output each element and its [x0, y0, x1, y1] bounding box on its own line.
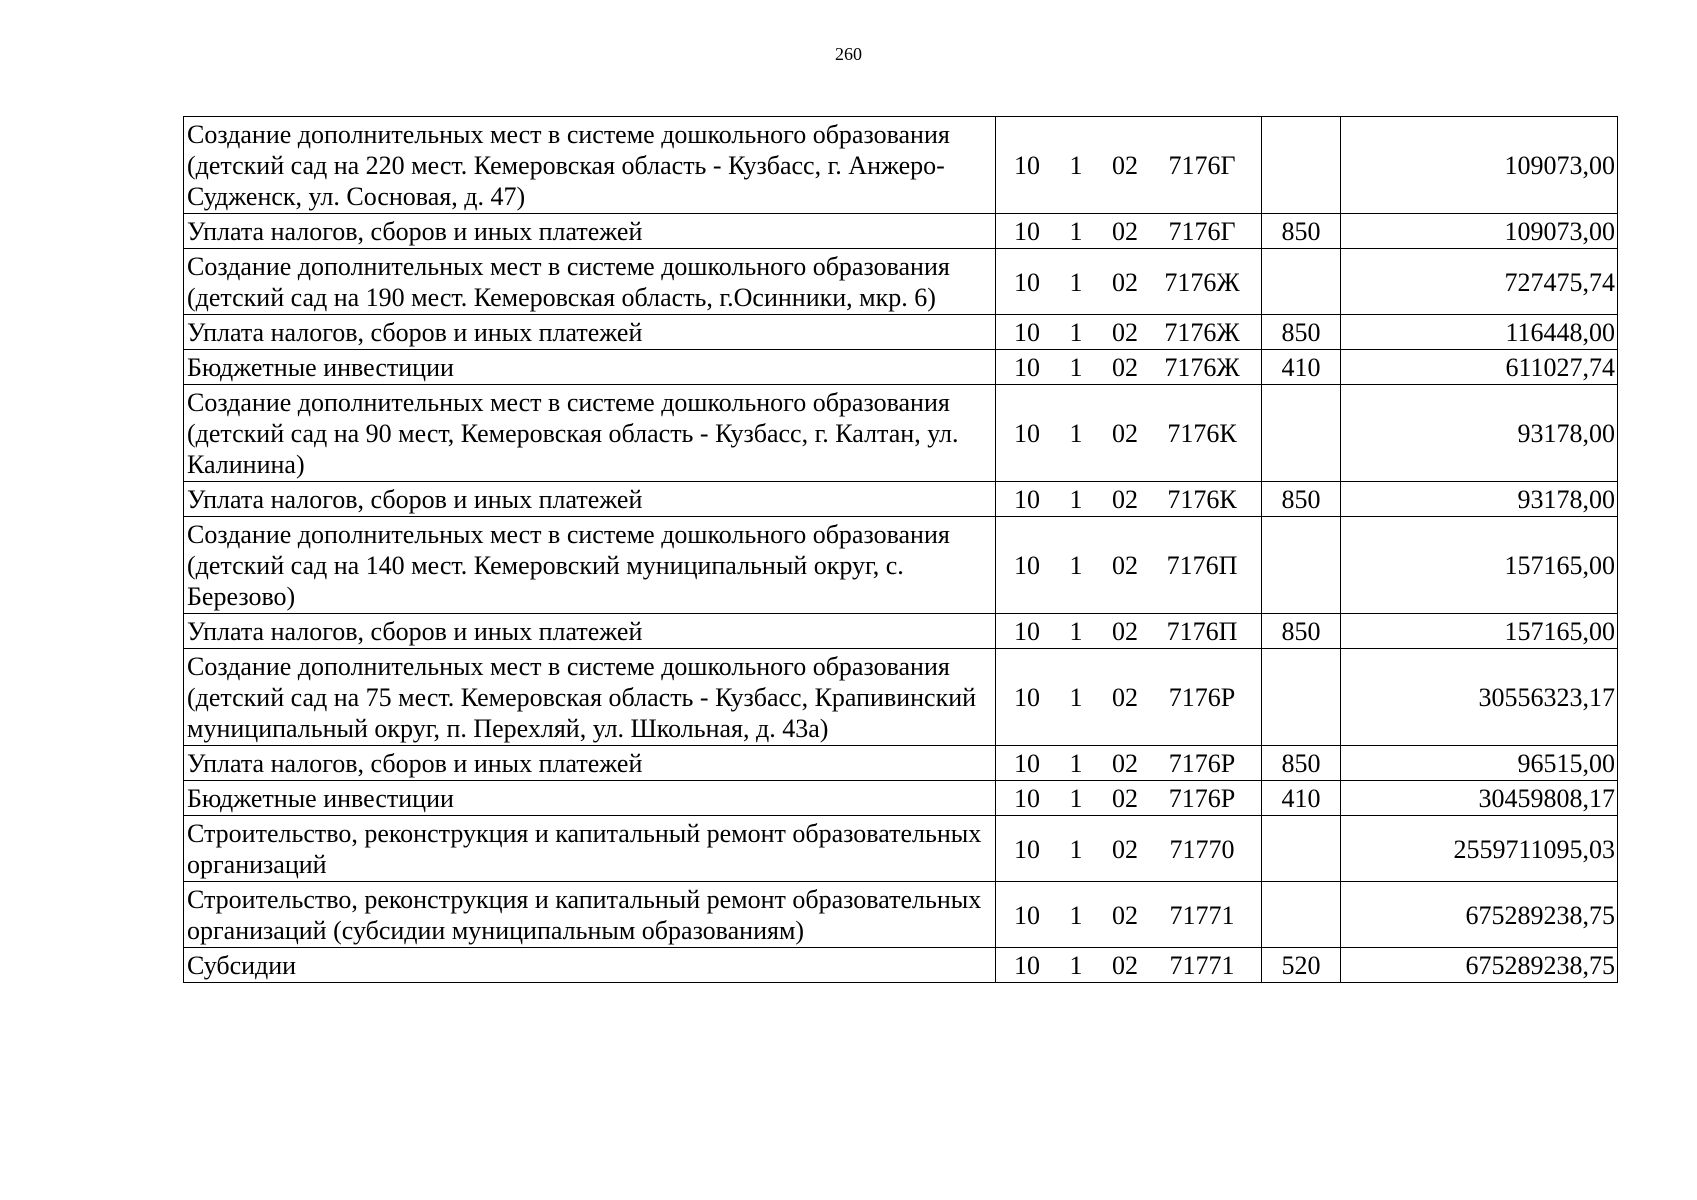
- section-code: 10: [1014, 353, 1040, 382]
- table-row: [184, 385, 1618, 482]
- row-code: [996, 816, 1262, 882]
- group-code: 02: [1112, 151, 1138, 180]
- subprogram-code: 1: [1069, 683, 1083, 712]
- subprogram-code: 1: [1069, 267, 1083, 297]
- row-sum: 2559711095,03: [1341, 816, 1618, 882]
- expense-type-code: 410: [1262, 781, 1341, 816]
- table-row: [184, 315, 1618, 350]
- subprogram-code: 1: [1069, 834, 1083, 864]
- expense-type-code: [1262, 385, 1341, 482]
- article-code: 71771: [1169, 900, 1235, 930]
- row-sum: 157165,00: [1341, 614, 1618, 649]
- expense-type-code: 850: [1262, 315, 1341, 350]
- row-code: [996, 781, 1262, 816]
- article-code: 7176К: [1167, 419, 1237, 448]
- row-name: Уплата налогов, сборов и иных платежей: [184, 746, 996, 781]
- row-name: Уплата налогов, сборов и иных платежей: [184, 315, 996, 350]
- section-code: 10: [1014, 551, 1040, 580]
- row-name: Создание дополнительных мест в системе дошкольного образования (детский сад на 75 мест. Кемеровская область - Кузбасс, Крапивинский муниципальный округ, п. Перехляй, ул. Школьная, д. 43а): [184, 649, 996, 746]
- section-code: 10: [1014, 951, 1040, 980]
- row-name: Уплата налогов, сборов и иных платежей: [184, 614, 996, 649]
- expense-type-code: 850: [1262, 214, 1341, 249]
- expense-type-code: [1262, 249, 1341, 315]
- expense-type-code: 850: [1262, 746, 1341, 781]
- row-sum: 30556323,17: [1341, 649, 1618, 746]
- article-code: 71770: [1169, 834, 1235, 864]
- table-row: [184, 350, 1618, 385]
- row-code: [996, 482, 1262, 517]
- row-code: [996, 948, 1262, 983]
- row-sum: 96515,00: [1341, 746, 1618, 781]
- row-sum: 30459808,17: [1341, 781, 1618, 816]
- expense-type-code: 850: [1262, 614, 1341, 649]
- group-code: 02: [1112, 353, 1138, 382]
- row-code: [996, 350, 1262, 385]
- row-name: Строительство, реконструкция и капитальный ремонт образовательных организаций (субсидии муниципальным образованиям): [184, 882, 996, 948]
- row-sum: 116448,00: [1341, 315, 1618, 350]
- group-code: 02: [1112, 900, 1138, 930]
- row-name: Субсидии: [184, 948, 996, 983]
- row-sum: 157165,00: [1341, 517, 1618, 614]
- subprogram-code: 1: [1069, 900, 1083, 930]
- article-code: 7176П: [1166, 551, 1238, 580]
- row-name: Создание дополнительных мест в системе дошкольного образования (детский сад на 220 мест. Кемеровская область - Кузбасс, г. Анжеро-Судженск, ул. Сосновая, д. 47): [184, 117, 996, 214]
- article-code: 7176Ж: [1164, 267, 1240, 297]
- article-code: 7176К: [1167, 485, 1237, 514]
- article-code: 71771: [1169, 951, 1235, 980]
- subprogram-code: 1: [1069, 318, 1083, 347]
- row-name: Бюджетные инвестиции: [184, 781, 996, 816]
- row-sum: 93178,00: [1341, 482, 1618, 517]
- table-row: [184, 816, 1618, 882]
- subprogram-code: 1: [1069, 419, 1083, 448]
- group-code: 02: [1112, 217, 1138, 246]
- expense-type-code: [1262, 517, 1341, 614]
- row-code: [996, 214, 1262, 249]
- section-code: 10: [1014, 318, 1040, 347]
- row-code: [996, 315, 1262, 350]
- table-row: [184, 948, 1618, 983]
- group-code: 02: [1112, 683, 1138, 712]
- section-code: 10: [1014, 419, 1040, 448]
- article-code: 7176Ж: [1164, 353, 1240, 382]
- group-code: 02: [1112, 551, 1138, 580]
- group-code: 02: [1112, 834, 1138, 864]
- group-code: 02: [1112, 267, 1138, 297]
- table-row: [184, 517, 1618, 614]
- section-code: 10: [1014, 834, 1040, 864]
- row-name: Бюджетные инвестиции: [184, 350, 996, 385]
- row-sum: 109073,00: [1341, 117, 1618, 214]
- table-row: [184, 614, 1618, 649]
- section-code: 10: [1014, 151, 1040, 180]
- article-code: 7176Ж: [1164, 318, 1240, 347]
- group-code: 02: [1112, 485, 1138, 514]
- article-code: 7176Р: [1168, 784, 1236, 813]
- group-code: 02: [1112, 951, 1138, 980]
- row-name: Создание дополнительных мест в системе дошкольного образования (детский сад на 190 мест. Кемеровская область, г.Осинники, мкр. 6): [184, 249, 996, 315]
- section-code: 10: [1014, 485, 1040, 514]
- group-code: 02: [1112, 617, 1138, 646]
- row-code: [996, 517, 1262, 614]
- row-name: Строительство, реконструкция и капитальный ремонт образовательных организаций: [184, 816, 996, 882]
- table-row: [184, 882, 1618, 948]
- row-sum: 675289238,75: [1341, 882, 1618, 948]
- table-row: [184, 249, 1618, 315]
- subprogram-code: 1: [1069, 485, 1083, 514]
- row-code: [996, 614, 1262, 649]
- row-name: Уплата налогов, сборов и иных платежей: [184, 214, 996, 249]
- row-sum: 93178,00: [1341, 385, 1618, 482]
- row-sum: 109073,00: [1341, 214, 1618, 249]
- section-code: 10: [1014, 784, 1040, 813]
- table-row: [184, 746, 1618, 781]
- row-code: [996, 117, 1262, 214]
- table-row: [184, 649, 1618, 746]
- table-row: [184, 117, 1618, 214]
- row-code: [996, 882, 1262, 948]
- row-name: Создание дополнительных мест в системе дошкольного образования (детский сад на 140 мест. Кемеровский муниципальный округ, с. Березово): [184, 517, 996, 614]
- article-code: 7176Р: [1168, 683, 1236, 712]
- group-code: 02: [1112, 749, 1138, 778]
- section-code: 10: [1014, 749, 1040, 778]
- subprogram-code: 1: [1069, 749, 1083, 778]
- row-code: [996, 249, 1262, 315]
- article-code: 7176Г: [1168, 217, 1236, 246]
- article-code: 7176П: [1166, 617, 1238, 646]
- subprogram-code: 1: [1069, 617, 1083, 646]
- table-row: [184, 214, 1618, 249]
- subprogram-code: 1: [1069, 353, 1083, 382]
- row-code: [996, 746, 1262, 781]
- group-code: 02: [1112, 419, 1138, 448]
- article-code: 7176Г: [1168, 151, 1236, 180]
- expense-type-code: [1262, 649, 1341, 746]
- row-code: [996, 385, 1262, 482]
- row-sum: 675289238,75: [1341, 948, 1618, 983]
- table-row: [184, 482, 1618, 517]
- subprogram-code: 1: [1069, 217, 1083, 246]
- expense-type-code: 850: [1262, 482, 1341, 517]
- section-code: 10: [1014, 900, 1040, 930]
- row-name: Уплата налогов, сборов и иных платежей: [184, 482, 996, 517]
- group-code: 02: [1112, 784, 1138, 813]
- subprogram-code: 1: [1069, 951, 1083, 980]
- row-sum: 727475,74: [1341, 249, 1618, 315]
- section-code: 10: [1014, 683, 1040, 712]
- section-code: 10: [1014, 217, 1040, 246]
- subprogram-code: 1: [1069, 784, 1083, 813]
- subprogram-code: 1: [1069, 551, 1083, 580]
- expense-type-code: [1262, 117, 1341, 214]
- article-code: 7176Р: [1168, 749, 1236, 778]
- section-code: 10: [1014, 617, 1040, 646]
- page-number: 260: [835, 44, 862, 64]
- row-code: [996, 649, 1262, 746]
- group-code: 02: [1112, 318, 1138, 347]
- row-name: Создание дополнительных мест в системе дошкольного образования (детский сад на 90 мест, Кемеровская область - Кузбасс, г. Калтан, ул. Калинина): [184, 385, 996, 482]
- budget-table: [183, 116, 1618, 983]
- expense-type-code: 410: [1262, 350, 1341, 385]
- expense-type-code: 520: [1262, 948, 1341, 983]
- table-row: [184, 781, 1618, 816]
- expense-type-code: [1262, 816, 1341, 882]
- row-sum: 611027,74: [1341, 350, 1618, 385]
- section-code: 10: [1014, 267, 1040, 297]
- expense-type-code: [1262, 882, 1341, 948]
- subprogram-code: 1: [1069, 151, 1083, 180]
